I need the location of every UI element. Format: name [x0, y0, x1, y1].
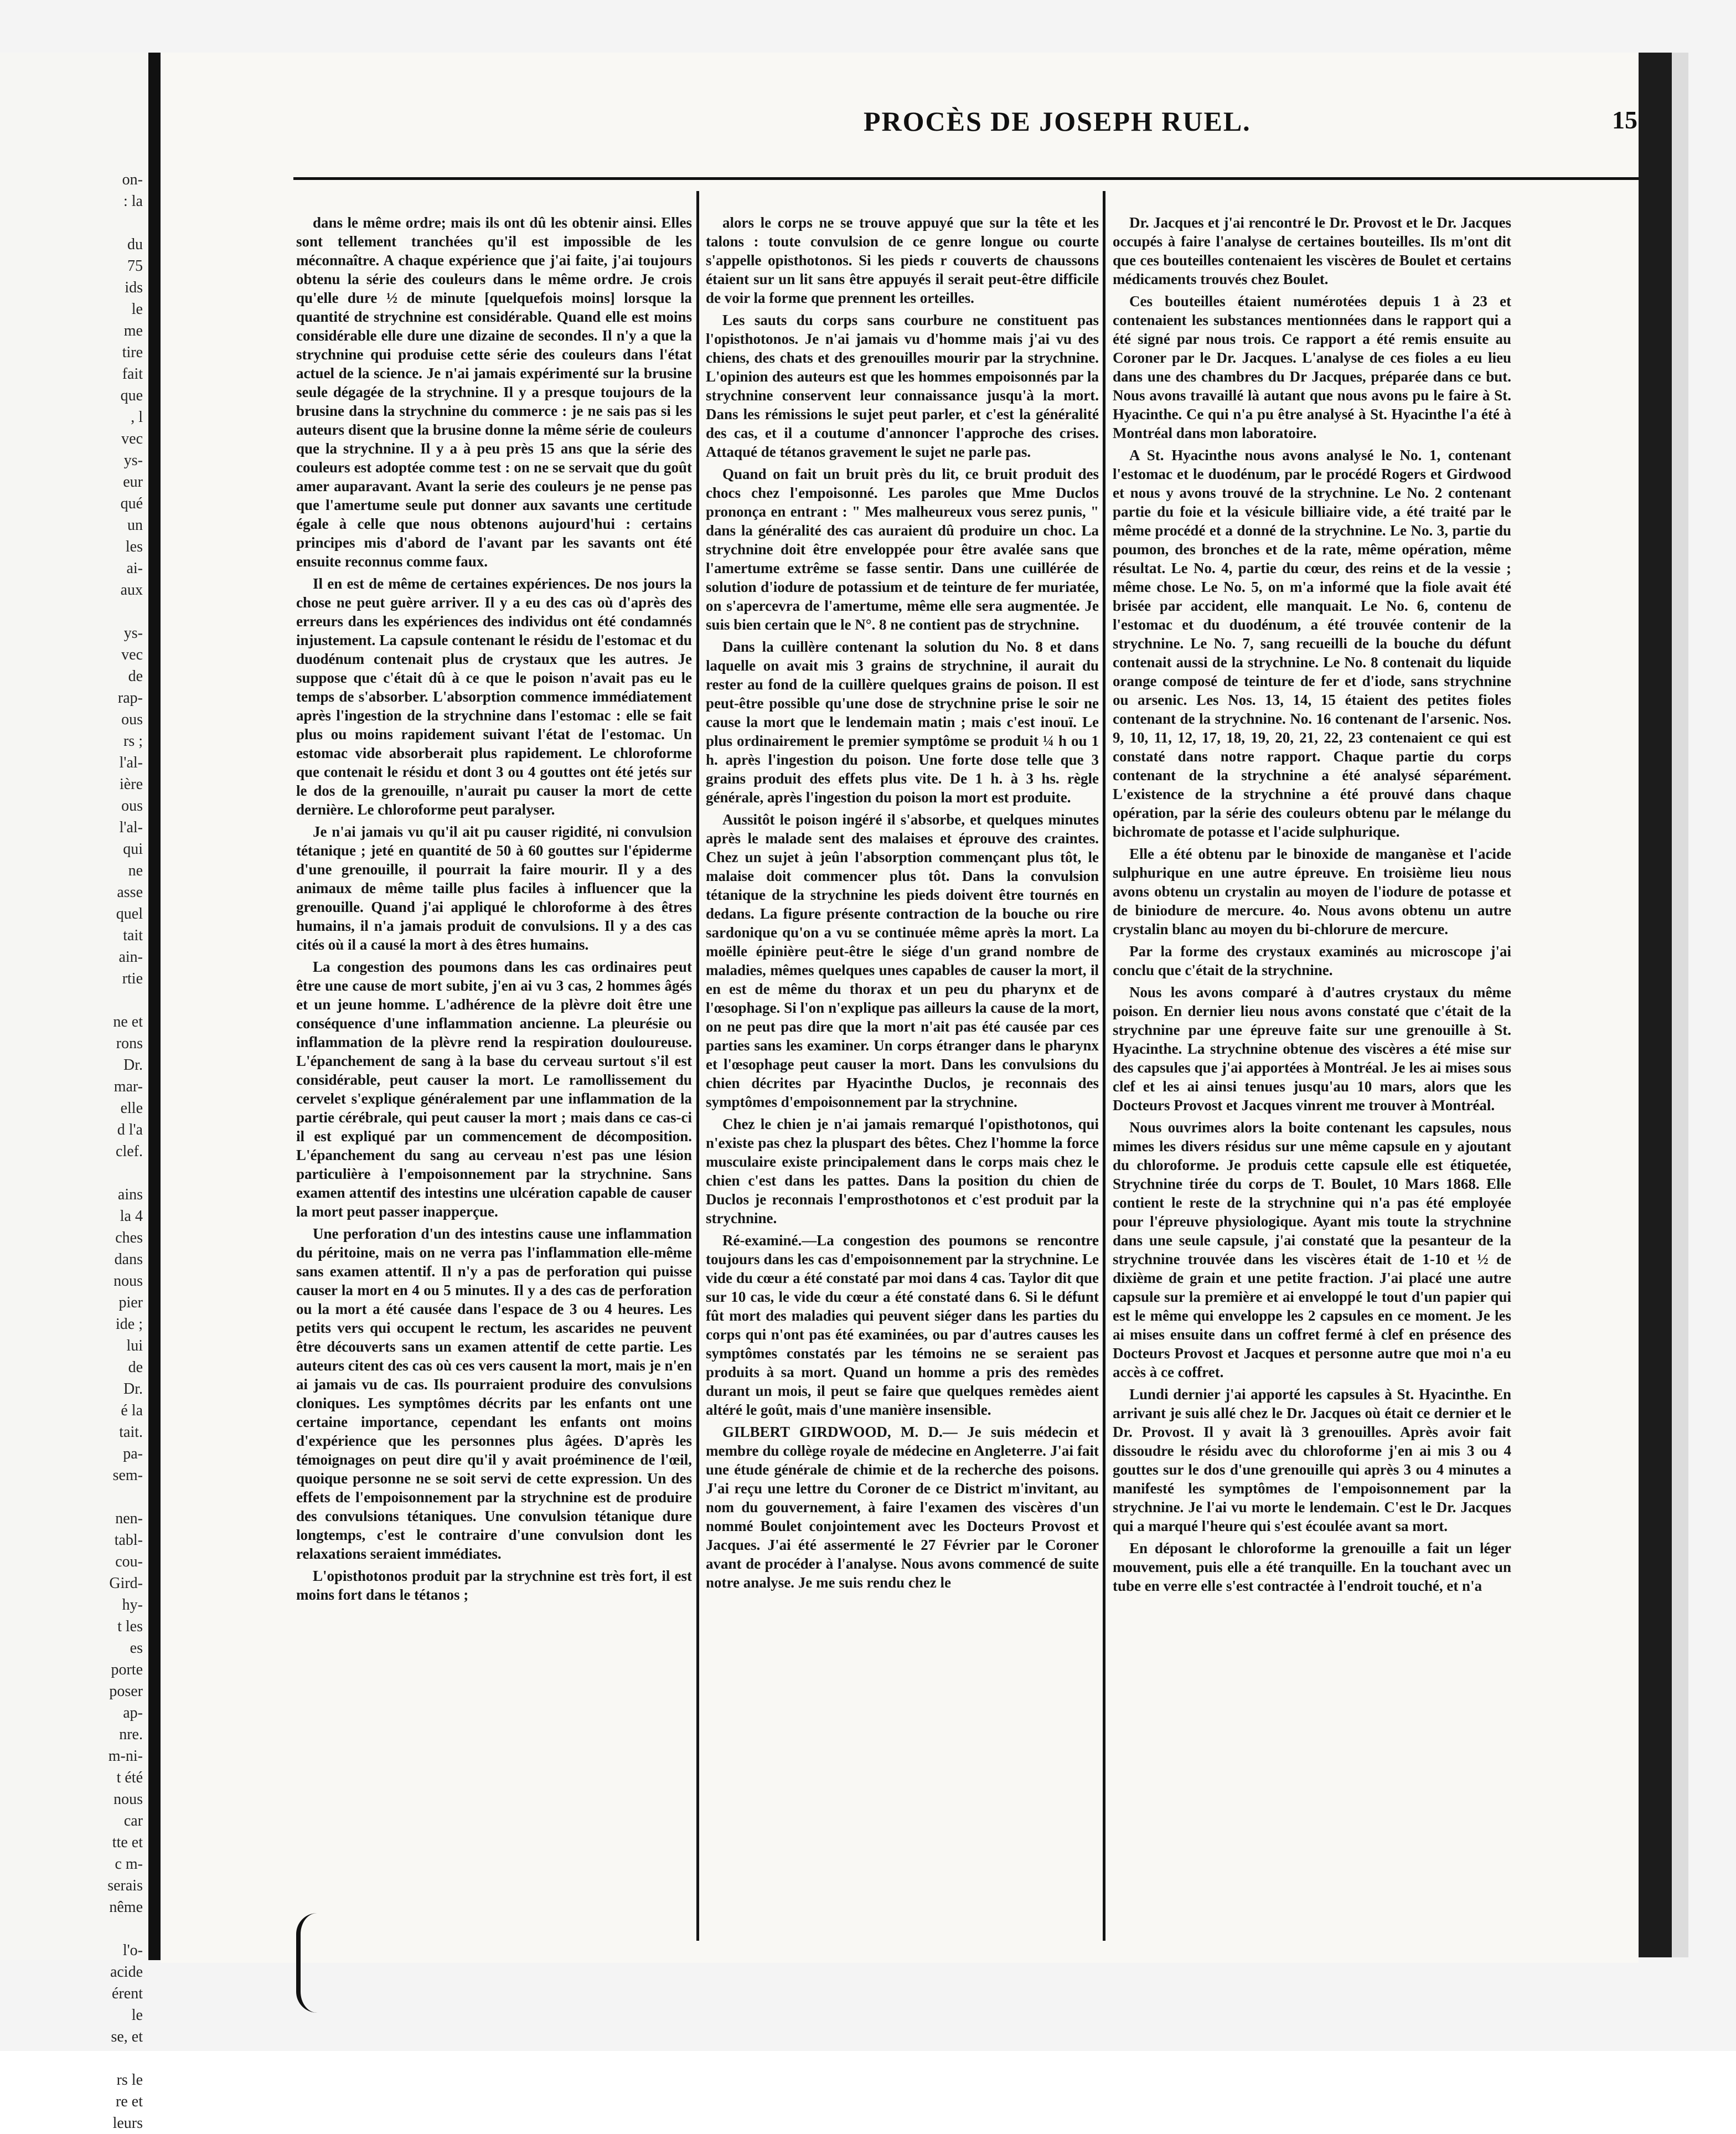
column-rule-2	[1103, 191, 1105, 1941]
column-1	[296, 213, 692, 1930]
column-2-paragraph: alors le corps ne se trouve appuyé que sur la tête et les talons : toute convulsion de ce genre longue ou courte s'appelle opisthotonos. Si les pieds r couverts de chaussons étaient sur un lit sans être appuyés il serait peut-être difficile de voir la forme que prennent les orteilles.	[706, 214, 1099, 306]
left-page-text-fragment: on- : la du 75 ids le me tire fait que , l vec ys- eur qué un les ai- aux ys- vec de rap- ous rs ; l'al- ière ous l'al- qui ne asse quel tait ain- rtie ne et rons Dr. mar- elle d l'a clef. ains la 4 ches dans nous pier ide ; lui de Dr. é la tait. pa- sem- nen- tabl- cou- Gird- hy- t les es porte poser ap- nre. m-ni- t été nous car tte et c m- serais nême l'o- acide érent le se, et rs le re et leurs	[107, 171, 143, 2132]
left-page-margin	[0, 53, 152, 2132]
column-3-paragraph: Elle a été obtenu par le binoxide de manganèse et l'acide sulphurique en une autre épreuve. En troisième lieu nous avons obtenu un crystalin au moyen de l'iodure de potasse et de biniodure de mercure. 4o. Nous avons obtenu un autre crystalin blanc au moyen du bi-chlorure de mercure.	[1113, 846, 1511, 937]
column-2-paragraph: Aussitôt le poison ingéré il s'absorbe, et quelques minutes après le malade sent des malaises et éprouve des craintes. Chez un sujet à jeûn l'absorption commençant plus tôt, le malaise doit commencer plus tôt. Dans la convulsion tétanique de la strychnine les pieds doivent être tournés en dedans. La figure présente contraction de la bouche ou rire sardonique qu'on a vu se continuée même après la mort. La moëlle épinière peut-être le siége d'un grand nombre de maladies, mêmes quelques unes capables de causer la mort, il en est de même du thorax et un peu du pharynx et de l'œsophage. Si l'on n'explique pas ailleurs la cause de la mort, on ne peut pas dire que la mort n'ait pas été causée par ces parties sans les examiner. Un corps étranger dans le pharynx et l'œsophage peut causer la mort. Dans les convulsions du chien décrites par Hyacinthe Duclos, je reconnais des symptômes d'empoisonnement par la strychnine.	[706, 811, 1099, 1110]
column-2-paragraph: Les sauts du corps sans courbure ne constituent pas l'opisthotonos. Je n'ai jamais vu d'homme mais j'ai vu des chiens, des chats et des grenouilles mourir par la strychnine. L'opinion des auteurs est que les hommes empoisonnés par la strychnine conservent leur connaissance jusqu'à la mort. Dans les rémissions le sujet peut parler, et c'est la généralité des cas, et il a coutume d'annoncer l'approche des crises. Attaqué de tétanos gravement le sujet ne parle pas.	[706, 312, 1099, 460]
running-title: PROCÈS DE JOSEPH RUEL.	[864, 106, 1251, 137]
column-1-paragraph: L'opisthotonos produit par la strychnine est très fort, il est moins fort dans le tétanos ;	[296, 1568, 692, 1603]
column-1-paragraph: Une perforation d'un des intestins cause une inflammation du péritoine, mais on ne verra pas l'inflammation elle-même sans examen attentif. Il n'y a pas de perforation qui puisse causer la mort en 4 ou 5 minutes. Il y a des cas de perforation ou la mort a été causée dans l'espace de 3 ou 4 heures. Les petits vers qui occupent le rectum, les ascarides ne peuvent être découverts sans un examen attentif de cette partie. Les auteurs citent des cas où ces vers causent la mort, mais je n'en ai jamais vu de cas. Ils pourraient produire des convulsions cloniques. Les symptômes décrits par les enfants ont une certaine importance, cependant les enfants ont moins d'expérience que les personnes plus âgées. D'après les témoignages on peut dire qu'il y avait proéminence de l'œil, quoique personne ne se soit servi de cette expression. Un des effets de l'empoisonnement par la strychnine est de produire des convulsions tétaniques. Une convulsion tétanique dure longtemps, c'est le contraire d'une convulsion dont les relaxations seraient immédiates.	[296, 1225, 692, 1562]
column-3	[1113, 213, 1511, 1930]
main-page	[161, 53, 1639, 1963]
column-1-paragraph: dans le même ordre; mais ils ont dû les obtenir ainsi. Elles sont tellement tranchées qu'il est impossible de les méconnaître. A chaque expérience que j'ai faite, j'ai toujours obtenu la série des couleurs dans le même ordre. Je crois qu'elle dure ½ de minute [quelquefois moins] lorsque la quantité de strychnine est considérable. Quand elle est moins considérable elle dure une dizaine de secondes. Il n'y a que la strychnine qui produise cette série des couleurs dans l'état actuel de la science. Je n'ai jamais expérimenté sur la brusine seule dégagée de la strychnine. Il y a presque toujours de la brusine dans la strychnine du commerce : je ne sais pas si les auteurs disent que la brusine donne la même série de couleurs que la strychnine. Il y a à peu près 15 ans que la série des couleurs est adoptée comme test : on ne se servait que du goût amer auparavant. Avant la serie des couleurs je ne pense pas que l'amertume seule put donner aux savants une certitude égale à celle que nous obtenons aujourd'hui : certains principes mis d'abord de l'avant par les savants ont été ensuite reconnus comme faux.	[296, 214, 692, 570]
column-3-paragraph: Dr. Jacques et j'ai rencontré le Dr. Provost et le Dr. Jacques occupés à faire l'analyse de certaines bouteilles. Ils m'ont dit que ces bouteilles contenaient les viscères de Boulet et certains médicaments trouvés chez Boulet.	[1113, 214, 1511, 287]
column-3-paragraph: Ces bouteilles étaient numérotées depuis 1 à 23 et contenaient les substances mentionnées dans le rapport qui a été signé par nous trois. Ce rapport a été remis ensuite au Coroner par le Dr. Jacques. L'analyse de ces fioles a eu lieu dans une des chambres du Dr Jacques, préparée dans ce but. Nous avons travaillé là autant que nous avons pu le faire à St. Hyacinthe. Ce qui n'a pu être analysé à St. Hyacinthe l'a été à Montréal dans mon laboratoire.	[1113, 293, 1511, 441]
column-3-paragraph: A St. Hyacinthe nous avons analysé le No. 1, contenant l'estomac et le duodénum, par le procédé Rogers et Girdwood et nous y avons trouvé de la strychnine. Le No. 2 contenant partie du foie et la vésicule billiaire vide, a été traité par le même procédé et a donné de la strychnine. Le No. 3, partie du poumon, des bronches et de la rate, même opération, même résultat. Le No. 4, partie du cœur, des reins et de la vessie ; même chose. Le No. 5, on m'a informé que la fiole avait été brisée par accident, elle manquait. Le No. 6, contenu de l'estomac et du duodénum, a été trouvée contenir de la strychnine. Le No. 7, sang recueilli de la bouche du défunt contenait aussi de la strychnine. Le No. 8 contenait du liquide orange composé de teinture de fer et d'iode, sans strychnine ou arsenic. Les Nos. 13, 14, 15 étaient des petites fioles contenant de la strychnine. No. 16 contenant de l'arsenic. Nos. 9, 10, 11, 12, 17, 18, 19, 20, 21, 22, 23 contenaient ce qui est constaté dans notre rapport. Chaque partie du corps contenant de la strychnine a été analysé séparément. L'existence de la strychnine a été prouvé dans chaque opération, par la série des couleurs obtenu par le mélange du bichromate de potasse et l'acide sulphurique.	[1113, 447, 1511, 840]
column-1-paragraph: Je n'ai jamais vu qu'il ait pu causer rigidité, ni convulsion tétanique ; jeté en quantité de 50 à 60 gouttes sur l'épiderme d'une grenouille, il pourrait la faire mourir. Il y a des animaux de même taille plus faciles à influencer que la grenouille. Quand j'ai appliqué le chloroforme à des êtres humains, il n'a jamais produit de convulsions. Il y a des cas cités où il a causé la mort à des êtres humains.	[296, 823, 692, 953]
column-3-paragraph: Nous ouvrimes alors la boite contenant les capsules, nous mimes les divers résidus sur une même capsule en y ajoutant du chloroforme. Je produis cette capsule elle est étiquetée, Strychnine tirée du corps de T. Boulet, 10 Mars 1868. Elle contient le reste de la strychnine qui n'a pas été employée pour l'épreuve physiologique. Ayant mis toute la strychnine dans une seule capsule, j'ai constaté que la pesanteur de la strychnine trouvée dans les viscères était de 1-10 et ½ de dixième de grain et une petite fraction. J'ai placé une autre capsule sur la première et ai enveloppé le tout d'un papier qui est le même qui enveloppe les 2 capsules en ce moment. Je les ai mises ensuite dans un coffret fermé à clef en présence des Docteurs Provost et Jacques et personne autre que moi n'a eu accès à ce coffret.	[1113, 1119, 1511, 1380]
column-2-paragraph: Ré-examiné.—La congestion des poumons se rencontre toujours dans les cas d'empoisonnement par la strychnine. Le vide du cœur a été constaté par moi dans 4 cas. Taylor dit que sur 10 cas, le vide du cœur a été constaté dans 6. Si le défunt fût mort des maladies qui peuvent siéger dans les parties du corps qui n'ont pas été examinées, ou par d'autres causes les symptômes constatés par les témoins ne se seraient pas produits à sa mort. Quand un homme a pris des remèdes durant un mois, il peut se faire que quelques remèdes aient altéré le goût, mais d'une manière insensible.	[706, 1232, 1099, 1418]
column-3-paragraph: En déposant le chloroforme la grenouille a fait un léger mouvement, puis elle a été tranquille. En la touchant avec un tube en verre elle s'est contractée à l'endroit touché, et n'a	[1113, 1540, 1511, 1594]
column-2-paragraph: GILBERT GIRDWOOD, M. D.— Je suis médecin et membre du collège royale de médecine en Angleterre. J'ai fait une étude générale de chimie et de la recherche des poisons. J'ai reçu une lettre du Coroner de ce District m'invitant, au nom du gouvernement, à faire l'examen des viscères d'un nommé Boulet conjointement avec les Docteurs Provost et Jacques. J'ai été assermenté le 27 Février par le Coroner avant de procéder à l'analyse. Nous avons commencé de suite notre analyse. Je me suis rendu chez le	[706, 1424, 1099, 1591]
column-2-paragraph: Quand on fait un bruit près du lit, ce bruit produit des chocs chez l'empoisonné. Les paroles que Mme Duclos prononça en entrant : " Mes malheureux vous serez punis, " dans la généralité des cas auraient dû produire un choc. La strychnine doit être enveloppée pour être avalée sans que l'amertume extrême se fasse sentir. Dans une cuillérée de solution d'iodure de potassium et de teinture de fer muriatée, on s'apercevra de l'amertume, même elle sera augmentée. Je suis bien certain que le N°. 8 ne contient pas de strychnine.	[706, 466, 1099, 633]
column-2-paragraph: Dans la cuillère contenant la solution du No. 8 et dans laquelle on avait mis 3 grains de strychnine, il aurait du rester au fond de la cuillère quelques grains de poison. Il est peut-être possible qu'une dose de strychnine prise le soir ne cause la mort que le lendemain matin ; mais c'est inouï. Le plus ordinairement le premier symptôme se produit ¼ h ou 1 h. après l'ingestion du poison. Une forte dose telle que 3 grains produit des effets plus vite. De 1 h. à 3 hs. règle générale, après l'ingestion du poison la mort est produite.	[706, 638, 1099, 806]
column-3-paragraph: Lundi dernier j'ai apporté les capsules à St. Hyacinthe. En arrivant je suis allé chez le Dr. Jacques où était ce dernier et le Dr. Provost. Il y avait là 3 grenouilles. Après avoir fait dissoudre le résidu avec du chloroforme j'en ai mis 3 ou 4 gouttes sur le dos d'une grenouille qui après 3 ou 4 minutes a manifesté les symptômes de l'empoisonnement par la strychnine. Je l'ai vu morte le lendemain. C'est le Dr. Jacques qui a marqué l'heure qui s'est écoulée avant sa mort.	[1113, 1386, 1511, 1534]
column-1-paragraph: La congestion des poumons dans les cas ordinaires peut être une cause de mort subite, j'en ai vu 3 cas, 2 hommes âgés et un jeune homme. L'adhérence de la plèvre doit être une conséquence d'une inflammation ancienne. La pleurésie ou inflammation de la plèvre rend la respiration douloureuse. L'épanchement de sang à la base du cerveau surtout s'il est considérable, peut causer la mort. Le ramollissement du cervelet s'explique généralement par une inflammation de la partie cérébrale, qui peut causer la mort ; mais dans ce cas-ci il est expliqué par un commencement de décomposition. L'épanchement du sang au cerveau n'est pas une lésion particulière à l'empoisonnement par la strychnine. Sans examen attentif des intestins une ulcération capable de causer la mort peut passer inapperçue.	[296, 958, 692, 1220]
column-rule-1	[696, 191, 699, 1941]
page-gutter	[148, 53, 161, 1960]
column-2-paragraph: Chez le chien je n'ai jamais remarqué l'opisthotonos, qui n'existe pas chez la pluspart des bêtes. Chez l'homme la force musculaire existe principalement dans le corps mais chez le chien c'est dans les pattes. Dans la position du chien de Duclos je reconnais l'emprosthotonos et c'est produit par la strychnine.	[706, 1116, 1099, 1226]
page-header	[293, 105, 1660, 180]
page-edge-stack	[1672, 53, 1688, 1957]
column-2	[706, 213, 1099, 1930]
column-1-paragraph: Il en est de même de certaines expériences. De nos jours la chose ne peut guère arriver. Il y a eu des cas où d'après des erreurs dans les expériences des individus ont été condamnés injustement. La capsule contenant le résidu de l'estomac et du duodénum contenait plus de crystaux que les autres. Je suppose que c'était dû à ce que le poison n'avait pas eu le temps de s'absorber. L'absorption commence immédiatement après l'ingestion de la strychnine dans l'estomac : elle se fait plus ou moins rapidement suivant l'état de l'estomac. Un estomac vide absorberait plus rapidement. Le chloroforme que contenait le résidu et dont 3 ou 4 gouttes ont été jetés sur le dos de la grenouille, n'aurait pu causer la mort de cette dernière. Le chloroforme peut paralyser.	[296, 575, 692, 818]
binding-mark	[296, 1913, 317, 2013]
page-edge-shadow	[1639, 53, 1672, 1957]
page-number: 15	[1612, 106, 1637, 134]
column-3-paragraph: Par la forme des crystaux examinés au microscope j'ai conclu que c'était de la strychnine.	[1113, 943, 1511, 978]
column-3-paragraph: Nous les avons comparé à d'autres crystaux du même poison. En dernier lieu nous avons constaté que c'était de la strychnine par une épreuve faite sur une grenouille à St. Hyacinthe. La strychnine obtenue des viscères a été mise sur des capsules que j'ai apportées à Montréal. Je les ai mises sous clef et les ai ainsi tenues jusqu'au 10 mars, alors que les Docteurs Provost et Jacques vinrent me trouver à Montréal.	[1113, 984, 1511, 1114]
